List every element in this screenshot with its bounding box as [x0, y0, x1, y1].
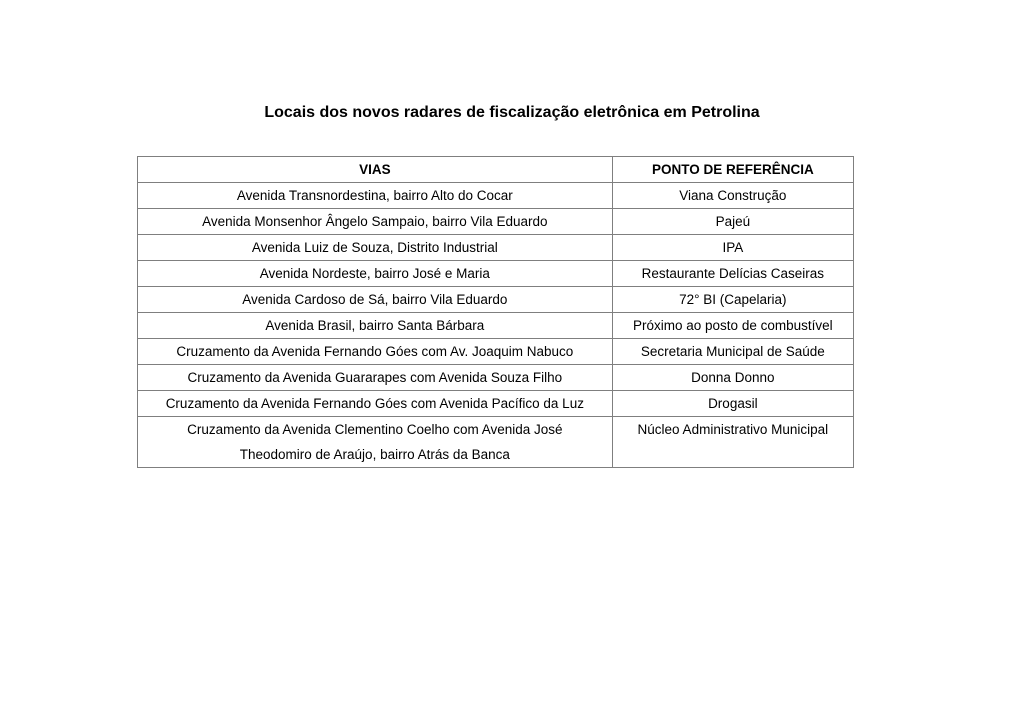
- cell-via: Avenida Luiz de Souza, Distrito Industrial: [138, 235, 613, 261]
- cell-referencia: Secretaria Municipal de Saúde: [612, 339, 853, 365]
- table-row: [138, 183, 854, 209]
- header-vias: VIAS: [138, 157, 613, 183]
- table-row: [138, 209, 854, 235]
- cell-referencia: IPA: [612, 235, 853, 261]
- header-ponto-referencia: PONTO DE REFERÊNCIA: [612, 157, 853, 183]
- cell-via-line-2: Theodomiro de Araújo, bairro Atrás da Banca: [239, 447, 510, 462]
- cell-referencia: Pajeú: [612, 209, 853, 235]
- cell-referencia: Viana Construção: [612, 183, 853, 209]
- table-row: [138, 235, 854, 261]
- table-row: [138, 365, 854, 391]
- cell-referencia: Drogasil: [612, 391, 853, 417]
- cell-referencia: Restaurante Delícias Caseiras: [612, 261, 853, 287]
- cell-via: Avenida Monsenhor Ângelo Sampaio, bairro Vila Eduardo: [138, 209, 613, 235]
- cell-via: Cruzamento da Avenida Fernando Góes com Av. Joaquim Nabuco: [138, 339, 613, 365]
- table-row: [138, 417, 854, 468]
- table-row: [138, 339, 854, 365]
- table-row: [138, 287, 854, 313]
- table-row: [138, 313, 854, 339]
- table-header-row: [138, 157, 854, 183]
- cell-via: Avenida Cardoso de Sá, bairro Vila Eduardo: [138, 287, 613, 313]
- radar-locations-table: [137, 156, 854, 468]
- table-row: [138, 261, 854, 287]
- document-title: Locais dos novos radares de fiscalização eletrônica em Petrolina: [264, 104, 760, 121]
- cell-via-line-1: Cruzamento da Avenida Clementino Coelho com Avenida José: [187, 422, 563, 437]
- cell-via: Cruzamento da Avenida Fernando Góes com Avenida Pacífico da Luz: [138, 391, 613, 417]
- cell-referencia: Núcleo Administrativo Municipal: [612, 417, 853, 468]
- cell-via: Avenida Nordeste, bairro José e Maria: [138, 261, 613, 287]
- cell-referencia: 72° BI (Capelaria): [612, 287, 853, 313]
- cell-via: Avenida Transnordestina, bairro Alto do Cocar: [138, 183, 613, 209]
- cell-via: Avenida Brasil, bairro Santa Bárbara: [138, 313, 613, 339]
- cell-via: [138, 417, 613, 468]
- table-row: [138, 391, 854, 417]
- cell-via: Cruzamento da Avenida Guararapes com Avenida Souza Filho: [138, 365, 613, 391]
- cell-referencia: Donna Donno: [612, 365, 853, 391]
- cell-referencia: Próximo ao posto de combustível: [612, 313, 853, 339]
